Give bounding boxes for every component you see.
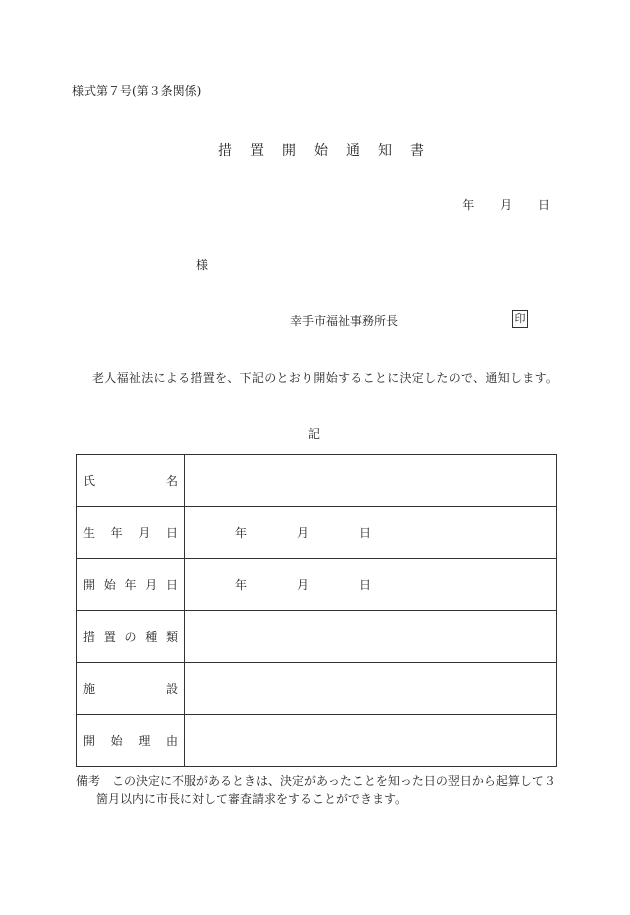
birth-date-label: 生 年 月 日 xyxy=(77,507,185,559)
ki-heading: 記 xyxy=(308,427,321,441)
notes xyxy=(76,772,556,808)
birth-month-unit: 月 xyxy=(297,526,310,540)
table-row xyxy=(77,715,557,767)
table-row xyxy=(77,663,557,715)
start-year-unit: 年 xyxy=(235,578,248,592)
table-row xyxy=(77,455,557,507)
name-value[interactable] xyxy=(185,455,557,507)
start-month-unit: 月 xyxy=(297,578,310,592)
issue-date-month: 月 xyxy=(500,198,513,212)
table-row xyxy=(77,559,557,611)
issue-date-day: 日 xyxy=(537,198,550,212)
seal-mark: 印 xyxy=(512,310,528,328)
birth-day-unit: 日 xyxy=(359,526,372,540)
addressee-suffix: 様 xyxy=(196,258,209,272)
facility-label: 施 設 xyxy=(77,663,185,715)
start-date-label: 開 始 年 月 日 xyxy=(77,559,185,611)
facility-value[interactable] xyxy=(185,663,557,715)
table-row xyxy=(77,507,557,559)
issue-date-year: 年 xyxy=(462,198,475,212)
birth-year-unit: 年 xyxy=(235,526,248,540)
document-title: 措置開始通知書 xyxy=(218,143,442,159)
issue-date xyxy=(462,196,550,213)
reason-value[interactable] xyxy=(185,715,557,767)
reason-label: 開 始 理 由 xyxy=(77,715,185,767)
start-day-unit: 日 xyxy=(359,578,372,592)
measure-type-label: 措 置 の 種 類 xyxy=(77,611,185,663)
notes-line-1: 備考 この決定に不服があるときは、決定があったことを知った日の翌日から起算して３ xyxy=(76,774,556,788)
body-text: 老人福祉法による措置を、下記のとおり開始することに決定したので、通知します。 xyxy=(92,371,559,385)
table-row xyxy=(77,611,557,663)
issuer-name: 幸手市福祉事務所長 xyxy=(290,314,399,328)
name-label: 氏 名 xyxy=(77,455,185,507)
start-date-value[interactable] xyxy=(185,559,557,611)
form-number: 様式第７号(第３条関係) xyxy=(72,84,202,98)
details-table xyxy=(76,454,557,767)
notes-line-2: 箇月以内に市長に対して審査請求をすることができます。 xyxy=(96,792,408,806)
birth-date-value[interactable] xyxy=(185,507,557,559)
measure-type-value[interactable] xyxy=(185,611,557,663)
